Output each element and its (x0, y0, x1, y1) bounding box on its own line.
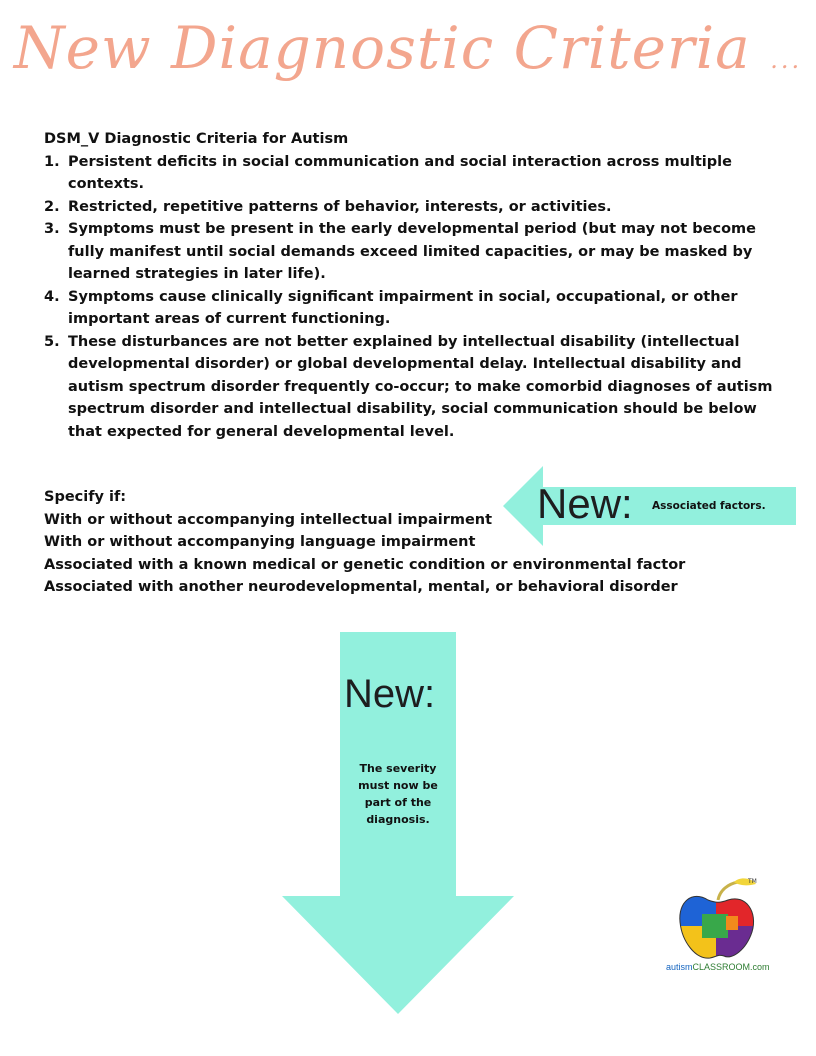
criteria-item (44, 151, 780, 196)
criteria-item-number: 1. (44, 153, 60, 170)
criteria-item-number: 5. (44, 333, 60, 350)
criteria-item-text: Symptoms must be present in the early developmental period (but may not become fully manifest until social demands exceed limited capacities, or may be masked by learned strategies in later life). (68, 221, 756, 282)
page-title-text: New Diagnostic Criteria (13, 14, 751, 82)
criteria-item-text: Symptoms cause clinically significant impairment in social, occupational, or other important areas of current functioning. (68, 288, 738, 327)
criteria-item-number: 2. (44, 198, 60, 215)
criteria-section (44, 128, 780, 443)
specify-line: With or without accompanying intellectual impairment (44, 511, 493, 528)
down-callout-note: The severity must now be part of the diagnosis. (358, 762, 438, 826)
apple-puzzle-icon (668, 876, 780, 964)
logo-text-autism: autism (666, 962, 693, 972)
page-title (0, 14, 816, 82)
criteria-item-text: These disturbances are not better explained by intellectual disability (intellectual developmental disorder) or global developmental delay. Intellectual disability and autism spectrum disorder frequently co-occur; to make comorbid diagnoses of autism spectrum disorder and intellectual disability, social communication should be below that expected for general developmental level. (68, 333, 773, 440)
specify-line: Associated with a known medical or genetic condition or environmental factor (44, 556, 686, 573)
criteria-item (44, 331, 780, 444)
criteria-item (44, 286, 780, 331)
specify-heading: Specify if: (44, 489, 127, 505)
criteria-item-number: 4. (44, 288, 60, 305)
criteria-list (44, 151, 780, 444)
logo-text-com: .com (750, 962, 770, 972)
title-ellipsis: ... (770, 46, 803, 74)
criteria-heading: DSM_V Diagnostic Criteria for Autism (44, 131, 349, 147)
logo-text-classroom: CLASSROOM (692, 962, 751, 972)
specify-line: Associated with another neurodevelopmental, mental, or behavioral disorder (44, 579, 678, 595)
left-callout-note: Associated factors. (652, 500, 766, 512)
down-callout-new-label: New: (344, 672, 436, 716)
criteria-item-number: 3. (44, 221, 60, 237)
criteria-item (44, 218, 780, 286)
logo-text (666, 962, 770, 972)
down-arrow-callout (282, 632, 514, 1014)
criteria-item-text: Restricted, repetitive patterns of behavior, interests, or activities. (68, 198, 612, 215)
specify-line: With or without accompanying language impairment (44, 534, 476, 550)
criteria-item-text: Persistent deficits in social communication and social interaction across multiple contexts. (68, 153, 732, 192)
left-arrow-callout (503, 466, 796, 546)
left-callout-new-label: New: (537, 480, 633, 527)
logo-trademark: TM (748, 878, 757, 885)
criteria-item (44, 196, 780, 219)
autism-classroom-logo (668, 876, 780, 976)
